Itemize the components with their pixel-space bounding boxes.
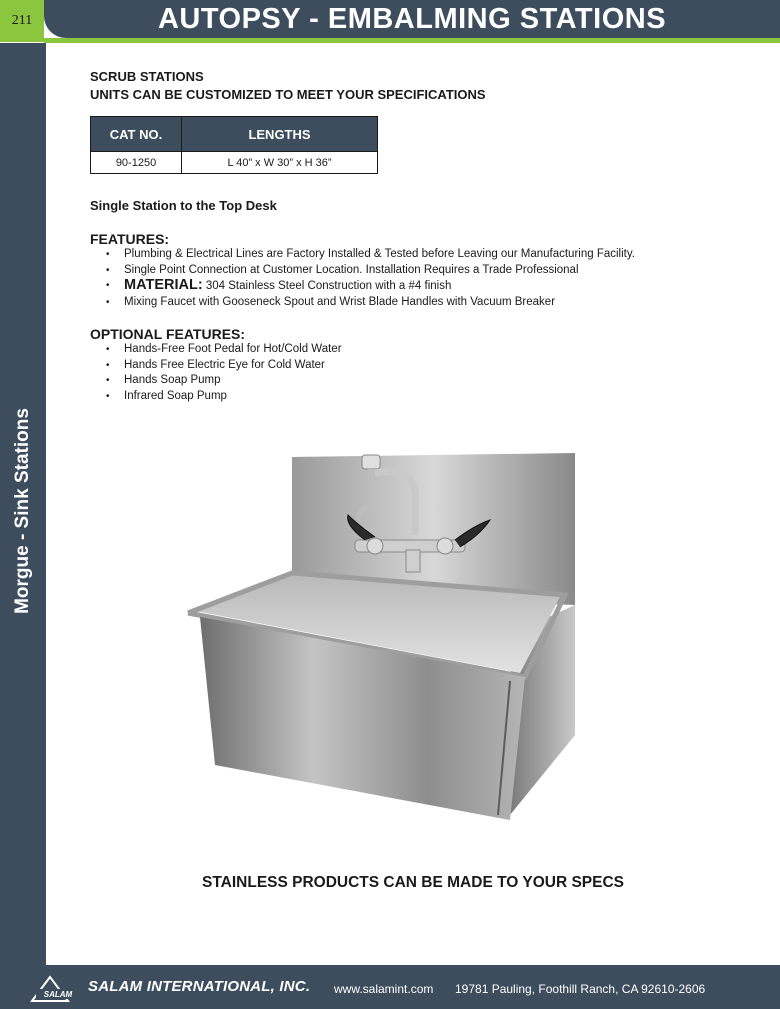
table-row [91, 152, 378, 174]
sidebar [0, 43, 46, 965]
logo-text: SALAM [43, 990, 73, 999]
features-heading: FEATURES: [90, 231, 170, 247]
list-item: • Hands Free Electric Eye for Cold Water [106, 358, 750, 374]
optional-features-list [90, 342, 750, 404]
table-header-cat-no: CAT NO. [91, 117, 182, 152]
list-item: • Mixing Faucet with Gooseneck Spout and Wrist Blade Handles with Vacuum Breaker [106, 295, 750, 311]
list-item: • Single Point Connection at Customer Location. Installation Requires a Trade Professional [106, 263, 750, 279]
company-name: SALAM INTERNATIONAL, INC. [88, 978, 311, 995]
product-image-scrub-sink [180, 445, 590, 830]
table-header-lengths: LENGTHS [182, 117, 378, 152]
website-link[interactable]: www.salamint.com [334, 982, 434, 996]
station-title: Single Station to the Top Desk [90, 198, 277, 213]
material-item [106, 278, 750, 295]
intro-line-2: UNITS CAN BE CUSTOMIZED TO MEET YOUR SPECIFICATIONS [90, 87, 486, 102]
length-cell: L 40” x W 30” x H 36” [182, 152, 378, 174]
spec-table [90, 116, 378, 174]
list-item: • Infrared Soap Pump [106, 389, 750, 405]
page-title: AUTOPSY - EMBALMING STATIONS [157, 2, 667, 35]
tagline: STAINLESS PRODUCTS CAN BE MADE TO YOUR SPECS [202, 874, 624, 891]
material-text: 304 Stainless Steel Construction with a #4 finish [205, 280, 452, 292]
list-item: • Hands-Free Foot Pedal for Hot/Cold Water [106, 342, 750, 358]
header-accent-stripe [44, 38, 780, 43]
optional-features-heading: OPTIONAL FEATURES: [90, 326, 246, 342]
footer [0, 965, 780, 1009]
material-label: MATERIAL: [124, 277, 203, 293]
cat-no-cell: 90-1250 [91, 152, 182, 174]
list-item: • Plumbing & Electrical Lines are Factory Installed & Tested before Leaving our Manufacturing Facility. [106, 247, 750, 263]
page-number: 211 [0, 0, 44, 42]
list-item: • Hands Soap Pump [106, 373, 750, 389]
salam-logo-icon [28, 973, 88, 1003]
material-list [90, 278, 750, 310]
intro-line-1: SCRUB STATIONS [90, 69, 204, 84]
company-address: 19781 Pauling, Foothill Ranch, CA 92610-2606 [455, 982, 706, 996]
features-list [90, 247, 750, 278]
main-content [90, 68, 750, 404]
sidebar-section-label: Morgue - Sink Stations [12, 408, 33, 614]
